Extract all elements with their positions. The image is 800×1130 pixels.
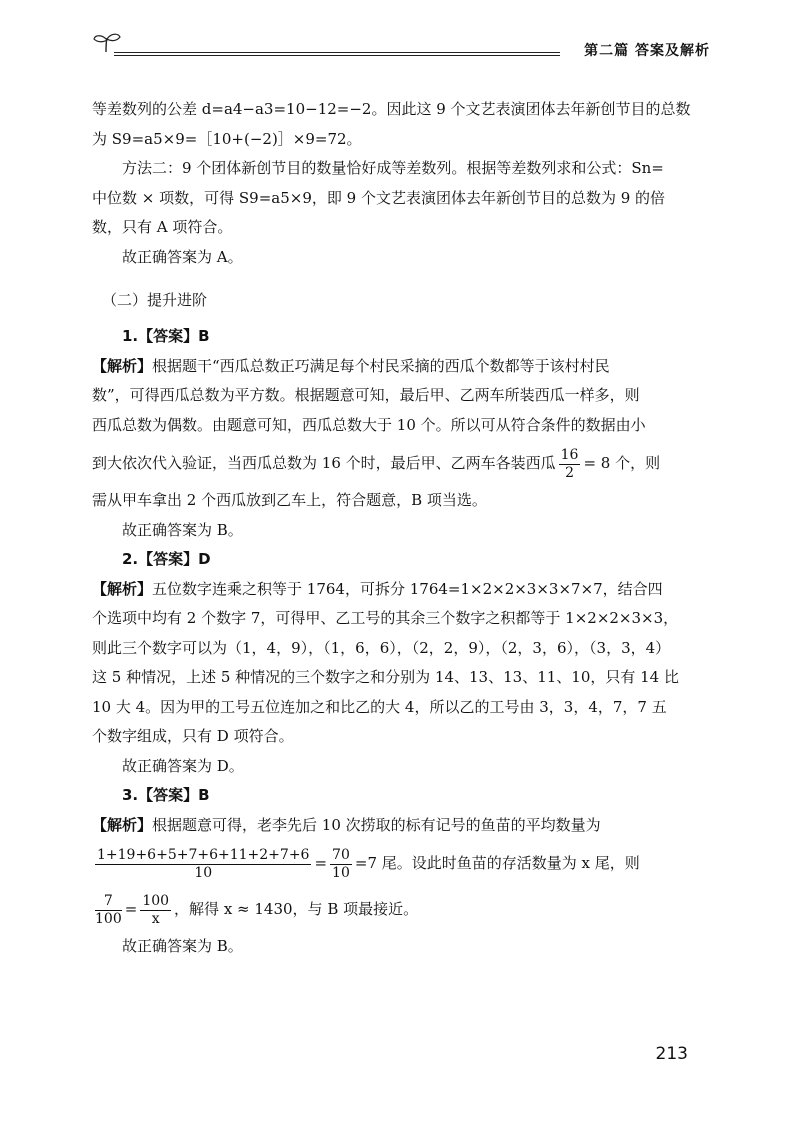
text-line: 个数字组成，只有 D 项符合。 (92, 727, 294, 745)
page-number: 213 (655, 1044, 688, 1064)
text-span: ，解得 x ≈ 1430，与 B 项最接近。 (174, 900, 419, 918)
header-rule (114, 52, 560, 53)
text-line: 中位数 × 项数，可得 S9=a5×9，即 9 个文艺表演团体去年新创节目的总数为 9 的倍 (92, 188, 666, 207)
equals-sign: = (124, 900, 138, 918)
conclusion: 故正确答案为 A。 (122, 247, 243, 266)
analysis-tag: 【解析】 (92, 579, 153, 598)
running-title: 第二篇 答案及解析 (584, 43, 710, 59)
fraction-denominator: 10 (194, 864, 213, 881)
text-span: = 8 个，则 (583, 454, 661, 472)
answer-line: 2.【答案】D (122, 550, 211, 568)
fraction-denominator: 10 (332, 864, 350, 881)
fraction (95, 893, 122, 928)
analysis-tag: 【解析】 (92, 815, 153, 834)
text-line: 根据题干“西瓜总数正巧满足每个村民采摘的西瓜个数都等于该村村民 (152, 356, 610, 375)
fraction-numerator: 70 (332, 846, 350, 863)
text-span: 到大依次代入验证，当西瓜总数为 16 个时，最后甲、乙两车各装西瓜 (92, 454, 556, 472)
fraction-numerator: 7 (95, 893, 122, 911)
text-span: =7 尾。设此时鱼苗的存活数量为 x 尾，则 (354, 854, 640, 872)
text-line: 需从甲车拿出 2 个西瓜放到乙车上，符合题意，B 项当选。 (92, 491, 487, 509)
answer-line: 1.【答案】B (122, 327, 210, 345)
text-line: 则此三个数字可以为（1，4，9），（1，6，6），（2，2，9），（2，3，6），（3，3，4） (92, 638, 671, 657)
text-line: 方法二：9 个团体新创节目的数量恰好成等差数列。根据等差数列求和公式：Sn= (122, 159, 664, 177)
text-line: 为 S9=a5×9=［10+(−2)］×9=72。 (92, 129, 362, 148)
fraction-denominator: 2 (565, 464, 575, 481)
text-line: 10 大 4。因为甲的工号五位连加之和比乙的大 4，所以乙的工号由 3，3，4，7，7 五 (92, 697, 667, 716)
analysis-line (92, 811, 710, 841)
analysis-line (92, 575, 710, 605)
analysis-tag: 【解析】 (92, 356, 153, 375)
text-line: 数”，可得西瓜总数为平方数。根据题意可知，最后甲、乙两车所装西瓜一样多，则 (92, 386, 640, 404)
text-line (92, 440, 710, 486)
page-body (92, 95, 710, 962)
text-line: 个选项中均有 2 个数字 7，可得甲、乙工号的其余三个数字之积都等于 1×2×2×3×3， (92, 609, 679, 627)
text-line: 这 5 种情况，上述 5 种情况的三个数字之和分别为 14、13、13、11、10，只有 14 比 (92, 668, 679, 686)
conclusion: 故正确答案为 B。 (122, 937, 243, 955)
fraction (140, 893, 171, 928)
analysis-line (92, 352, 710, 382)
text-line: 西瓜总数为偶数。由题意可知，西瓜总数大于 10 个。所以可从符合条件的数据由小 (92, 415, 646, 434)
fraction-denominator: x (151, 910, 160, 927)
formula-line (92, 886, 710, 932)
header-rule (114, 55, 560, 56)
conclusion: 故正确答案为 B。 (122, 520, 243, 539)
sprout-icon (92, 32, 122, 54)
fraction (330, 847, 352, 882)
fraction-numerator: 100 (142, 892, 170, 909)
conclusion: 故正确答案为 D。 (122, 756, 244, 775)
formula-line (92, 840, 710, 886)
text-line: 数，只有 A 项符合。 (92, 218, 233, 236)
text-line: 等差数列的公差 d=a4−a3=10−12=−2。因此这 9 个文艺表演团体去年新创节目的总数 (92, 100, 691, 118)
equals-sign: = (314, 854, 328, 872)
answer-line: 3.【答案】B (122, 786, 210, 804)
fraction (559, 447, 581, 482)
page-header (92, 30, 710, 62)
fraction-numerator: 16 (560, 446, 579, 463)
text-line: 根据题意可得，老李先后 10 次捞取的标有记号的鱼苗的平均数量为 (152, 815, 601, 834)
fraction (95, 847, 311, 882)
fraction-numerator: 1+19+6+5+7+6+11+2+7+6 (97, 846, 310, 863)
text-line: 五位数字连乘之积等于 1764，可拆分 1764=1×2×2×3×3×7×7，结合四 (152, 579, 663, 598)
section-title: （二）提升进阶 (102, 291, 208, 309)
fraction-denominator: 100 (95, 910, 122, 927)
